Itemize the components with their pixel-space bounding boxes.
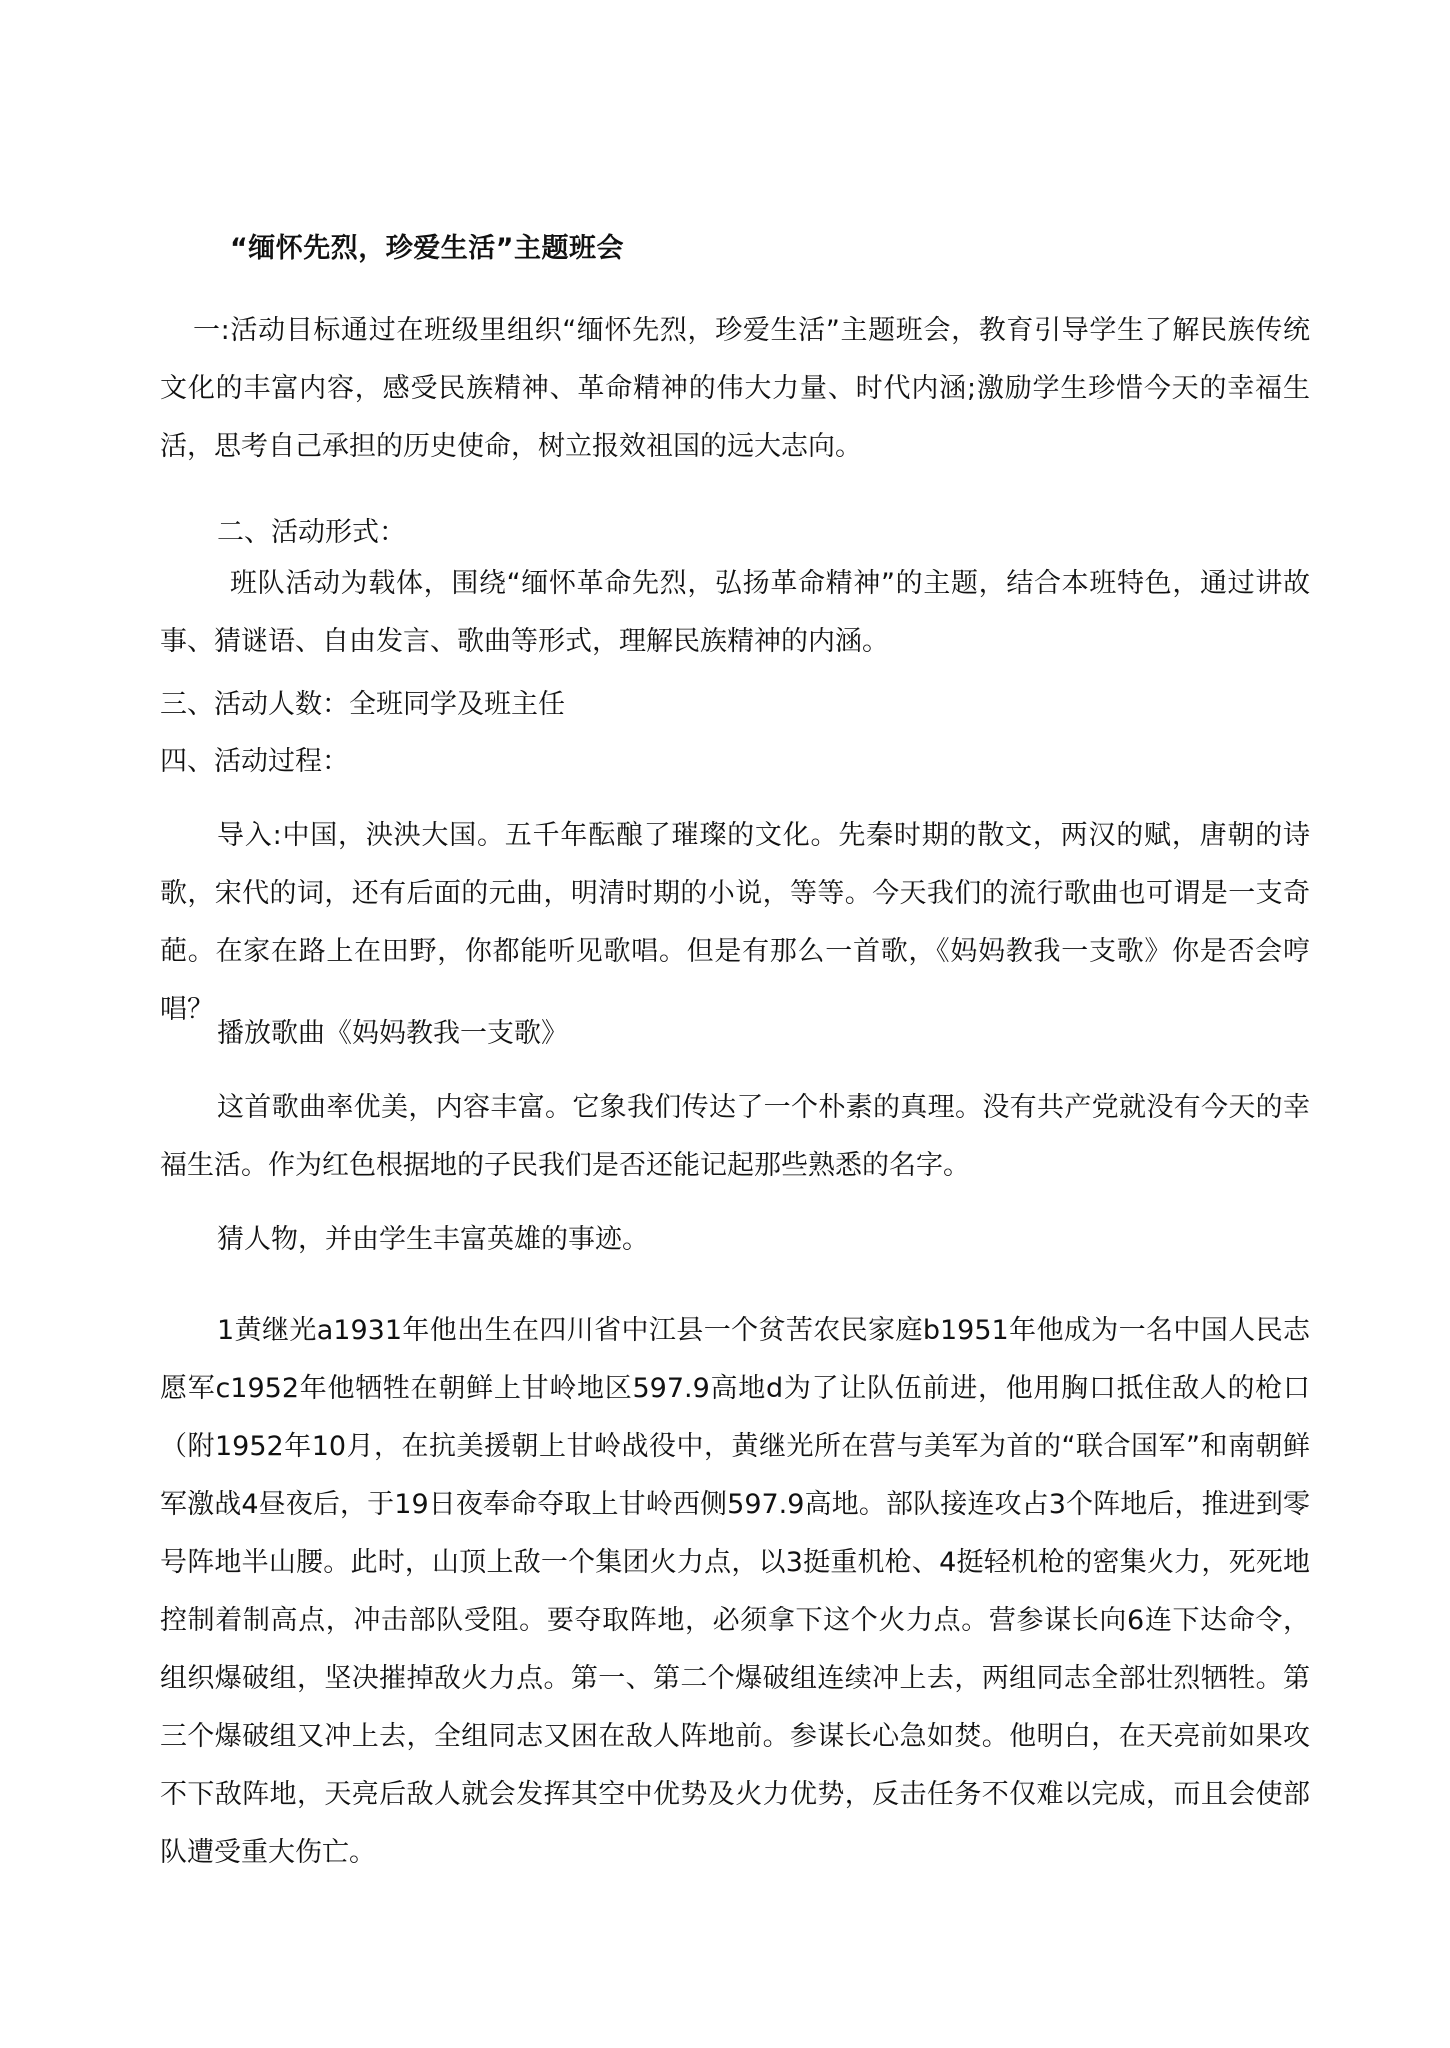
heading-activity-process: 四、活动过程：: [160, 746, 349, 777]
heading-activity-form: 二、活动形式：: [217, 517, 406, 548]
paragraph-activity-goal: 一:活动目标通过在班级里组织“缅怀先烈，珍爱生活”主题班会，教育引导学生了解民族传统文化的丰富内容，感受民族精神、革命精神的伟大力量、时代内涵;激励学生珍惜今天的幸福生活，思考自己承担的历史使命，树立报效祖国的远大志向。: [160, 315, 1310, 462]
document-title: “缅怀先烈，珍爱生活”主题班会: [230, 233, 624, 264]
paragraph-activity-form: 班队活动为载体，围绕“缅怀革命先烈，弘扬革命精神”的主题，结合本班特色，通过讲故事、猜谜语、自由发言、歌曲等形式，理解民族精神的内涵。: [160, 568, 1310, 657]
paragraph-song-comment: 这首歌曲率优美，内容丰富。它象我们传达了一个朴素的真理。没有共产党就没有今天的幸福生活。作为红色根据地的子民我们是否还能记起那些熟悉的名字。: [160, 1092, 1310, 1181]
paragraph-guess-hero: 猜人物，并由学生丰富英雄的事迹。: [217, 1224, 649, 1255]
paragraph-introduction: 导入:中国，泱泱大国。五千年酝酿了璀璨的文化。先秦时期的散文，两汉的赋，唐朝的诗歌，宋代的词，还有后面的元曲，明清时期的小说，等等。今天我们的流行歌曲也可谓是一支奇葩。在家在路上在田野，你都能听见歌唱。但是有那么一首歌，《妈妈教我一支歌》你是否会哼唱？: [160, 820, 1310, 1025]
paragraph-hero-story: 1黄继光a1931年他出生在四川省中江县一个贫苦农民家庭b1951年他成为一名中国人民志愿军c1952年他牺牲在朝鲜上甘岭地区597.9高地d为了让队伍前进，他用胸口抵住敌人的枪口（附1952年10月，在抗美援朝上甘岭战役中，黄继光所在营与美军为首的“联合国军”和南朝鲜军激战4昼夜后，于19日夜奉命夺取上甘岭西侧597.9高地。部队接连攻占3个阵地后，推进到零号阵地半山腰。此时，山顶上敌一个集团火力点，以3挺重机枪、4挺轻机枪的密集火力，死死地控制着制高点，冲击部队受阻。要夺取阵地，必须拿下这个火力点。营参谋长向6连下达命令，组织爆破组，坚决摧掉敌火力点。第一、第二个爆破组连续冲上去，两组同志全部壮烈牺牲。第三个爆破组又冲上去，全组同志又困在敌人阵地前。参谋长心急如焚。他明白，在天亮前如果攻不下敌阵地，天亮后敌人就会发挥其空中优势及火力优势，反击任务不仅难以完成，而且会使部队遭受重大伤亡。: [160, 1315, 1310, 1868]
heading-participants: 三、活动人数：全班同学及班主任: [160, 689, 565, 720]
paragraph-play-song: 播放歌曲《妈妈教我一支歌》: [217, 1018, 568, 1049]
